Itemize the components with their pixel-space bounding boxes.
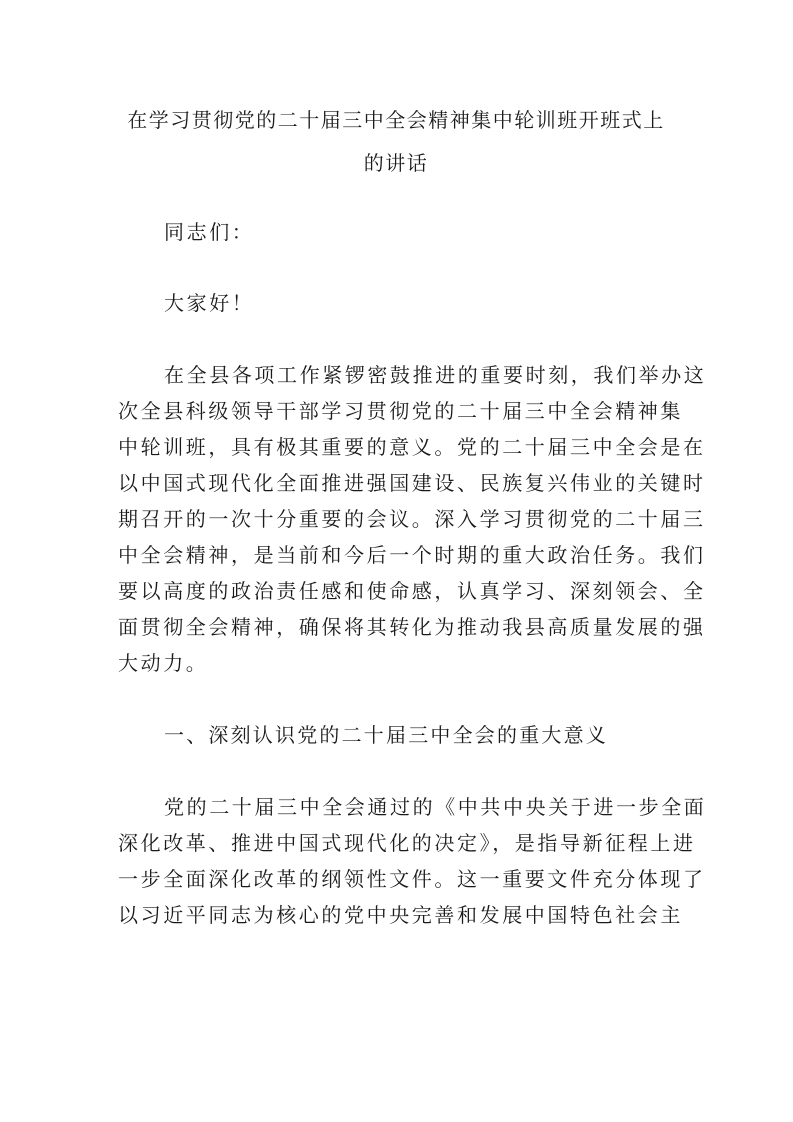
- greeting: 大家好！: [164, 291, 255, 315]
- paragraph-2-line: 以习近平同志为核心的党中央完善和发展中国特色社会主: [118, 903, 683, 927]
- paragraph-1-line: 要以高度的政治责任感和使命感，认真学习、深刻领会、全: [118, 579, 706, 603]
- document-title-line-2: 的讲话: [363, 151, 429, 175]
- paragraph-2-line: 深化改革、推进中国式现代化的决定》，是指导新征程上进: [118, 831, 696, 855]
- paragraph-2-line: 党的二十届三中全会通过的《中共中央关于进一步全面: [164, 795, 707, 819]
- paragraph-1-line: 次全县科级领导干部学习贯彻党的二十届三中全会精神集: [118, 399, 683, 423]
- paragraph-1-line: 在全县各项工作紧锣密鼓推进的重要时刻，我们举办这: [164, 363, 707, 387]
- paragraph-1-line: 以中国式现代化全面推进强国建设、民族复兴伟业的关键时: [118, 471, 706, 495]
- paragraph-1-line: 期召开的一次十分重要的会议。深入学习贯彻党的二十届三: [118, 507, 706, 531]
- paragraph-2-line: 一步全面深化改革的纲领性文件。这一重要文件充分体现了: [118, 867, 706, 891]
- section-1-heading: 一、深刻认识党的二十届三中全会的重大意义: [164, 723, 608, 747]
- paragraph-1-line: 面贯彻全会精神，确保将其转化为推动我县高质量发展的强: [118, 615, 706, 639]
- paragraph-1-line: 大动力。: [118, 651, 209, 675]
- salutation: 同志们：: [164, 220, 255, 244]
- paragraph-1-line: 中轮训班，具有极其重要的意义。党的二十届三中全会是在: [118, 435, 706, 459]
- paragraph-1-line: 中全会精神，是当前和今后一个时期的重大政治任务。我们: [118, 543, 706, 567]
- document-title-line-1: 在学习贯彻党的二十届三中全会精神集中轮训班开班式上: [127, 108, 665, 132]
